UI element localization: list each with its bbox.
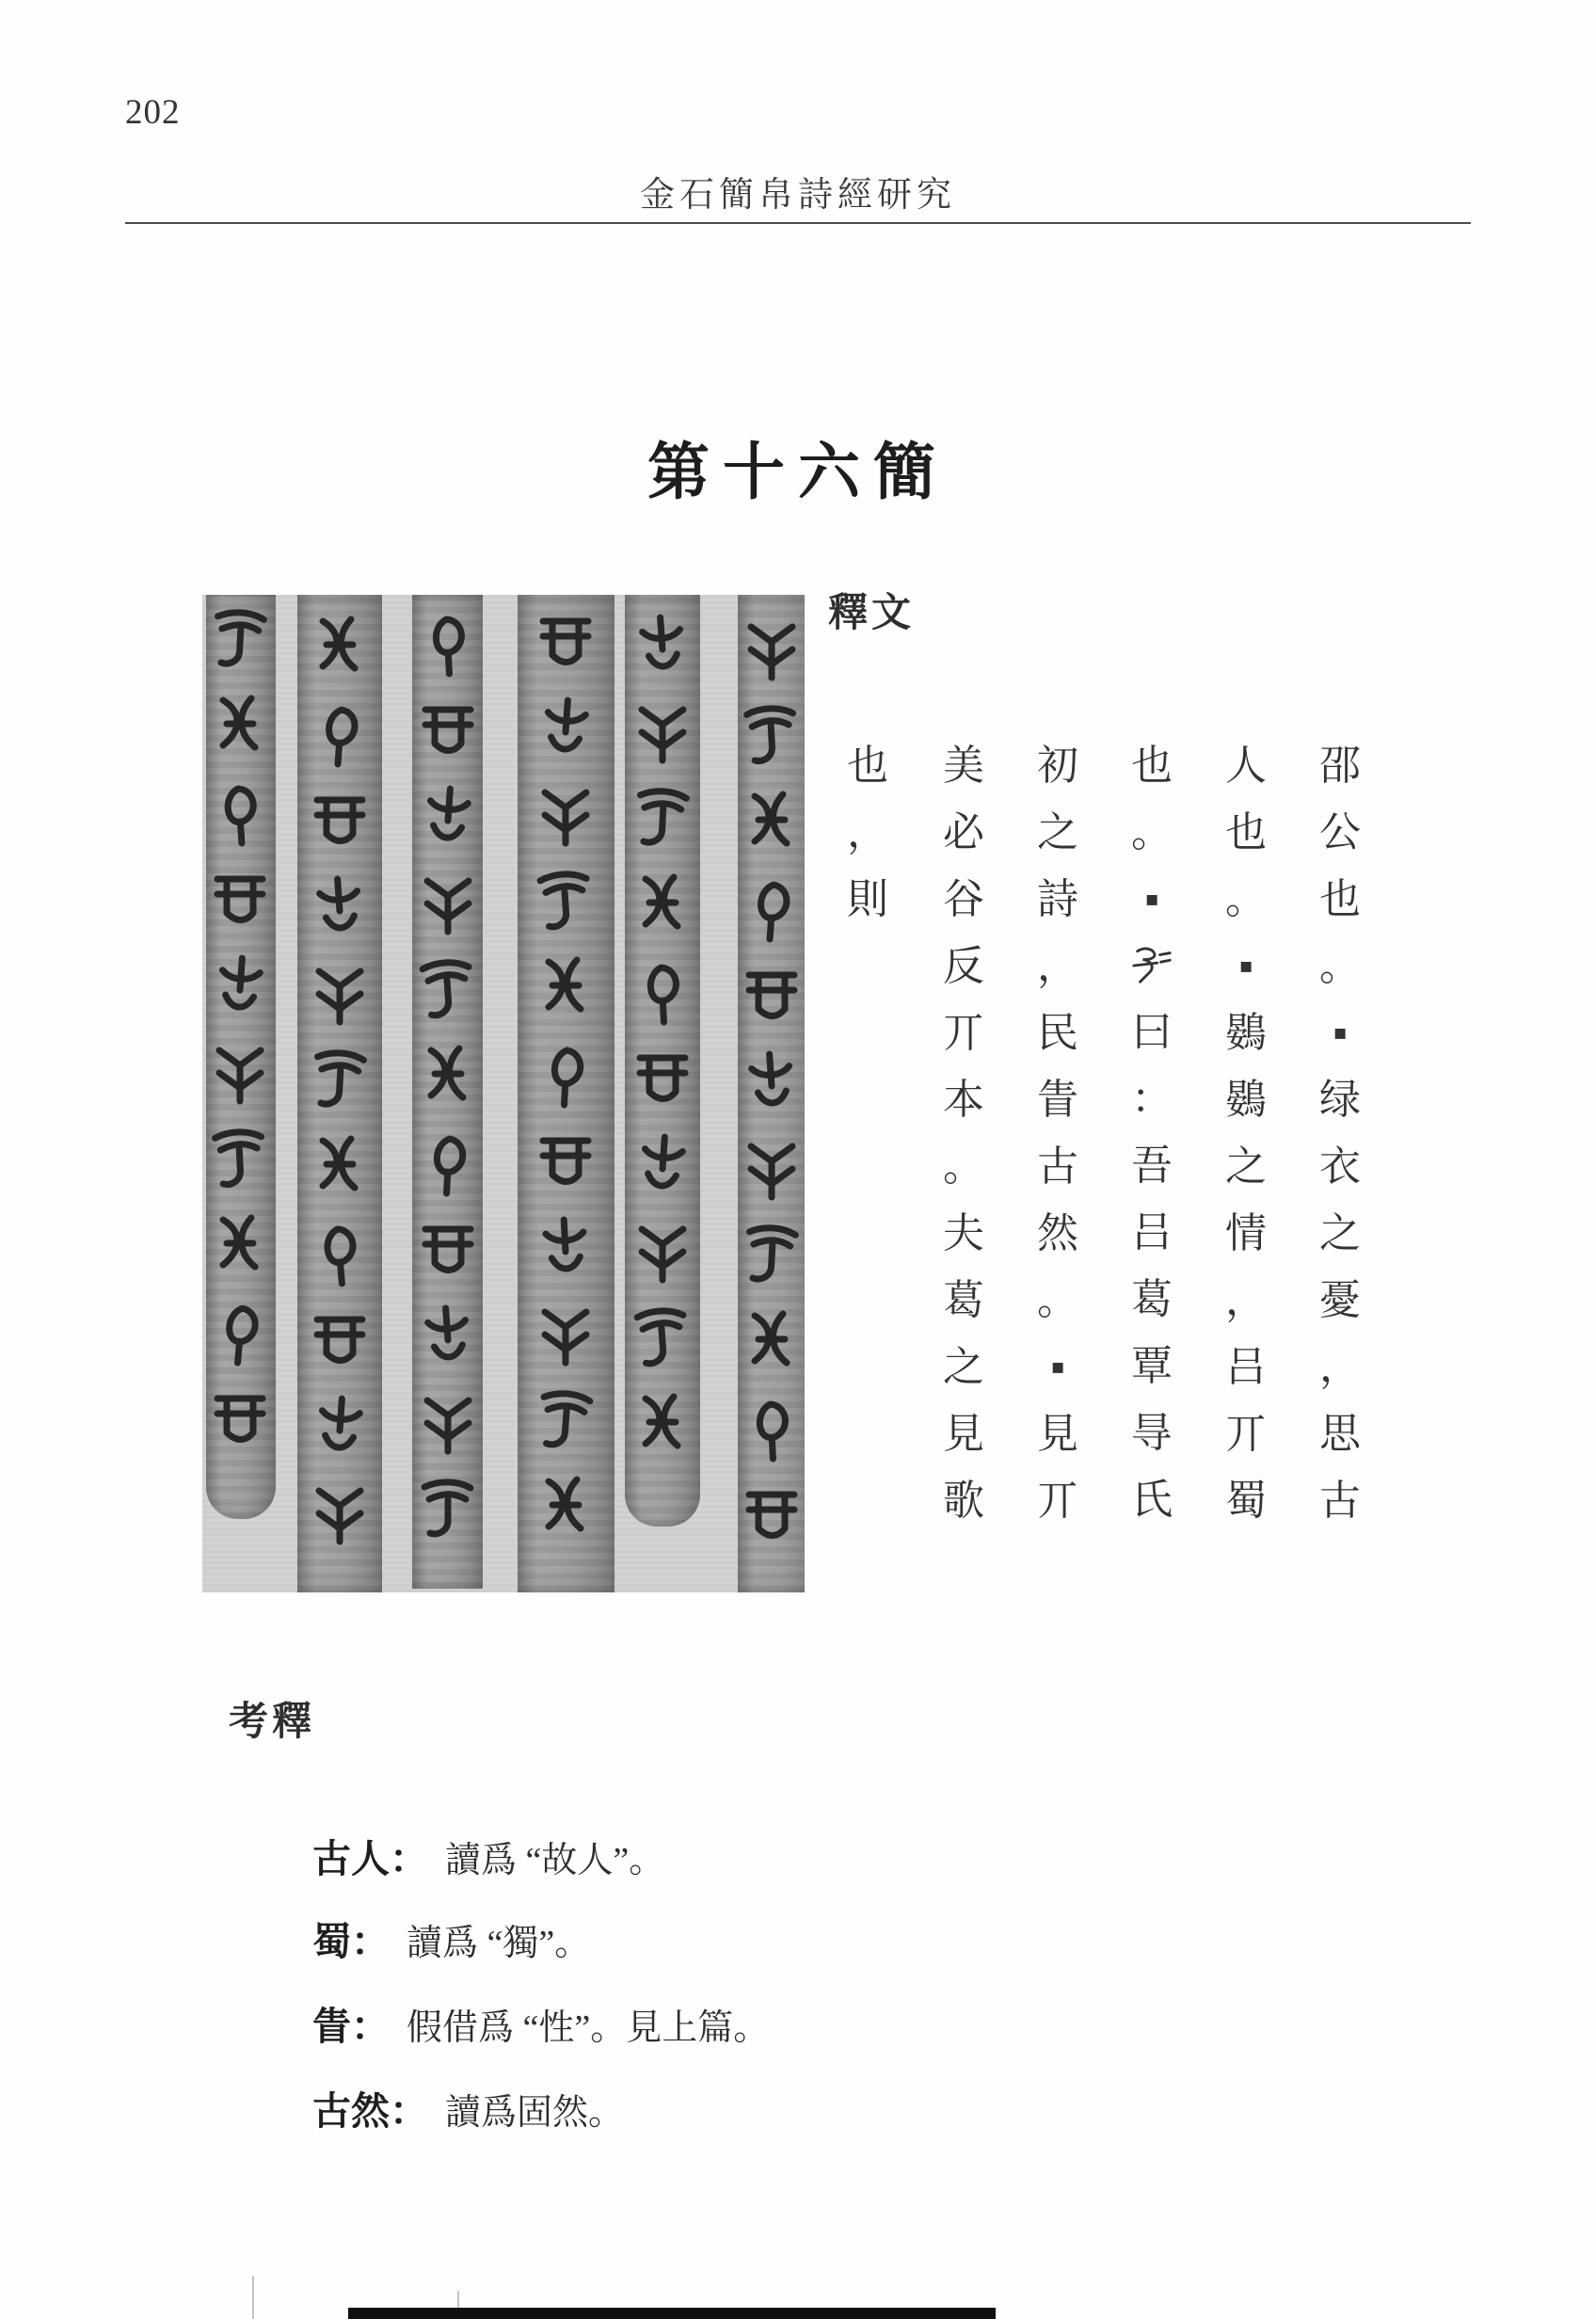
shiwen-label: 釋文 [828,590,916,634]
kongzi-ligature-glyph [1130,944,1173,987]
kaoshi-entry-3 [312,1995,769,2051]
kaoshi-gloss: 讀爲 “故人”。 [445,1841,665,1880]
page-number: 202 [125,93,181,132]
kaoshi-term: 古然： [312,2089,428,2133]
kaoshi-gloss: 讀爲固然。 [445,2093,625,2133]
seal-script-glyphs [202,595,805,1592]
kaoshi-gloss: 假借爲 “性”。見上篇。 [407,2008,770,2048]
kaoshi-term: 蜀： [312,1920,390,1963]
shiwen-column-3-part1: 也。▪ [1131,743,1173,922]
scan-hairline-left [252,2276,254,2319]
kaoshi-entry-2 [312,1911,590,1966]
scan-edge-bar [348,2308,996,2319]
kaoshi-gloss: 讀爲 “獨”。 [407,1924,591,1963]
kaoshi-term: 眚： [312,2005,390,2048]
shiwen-column-3 [1127,732,1176,1533]
shiwen-column-6: 也，則 [847,743,888,922]
shiwen-column-5: 美必谷反丌本。夫葛之見歌 [943,743,984,1524]
bamboo-slips-photo [202,595,805,1592]
running-title: 金石簡帛詩經研究 [640,176,956,215]
section-title: 第十六簡 [647,439,949,507]
header-rule [125,222,1471,224]
kaoshi-label: 考釋 [229,1699,316,1743]
kaoshi-entry-4 [312,2080,624,2135]
shiwen-column-2: 人也。▪鷃鷃之情，吕丌蜀 [1225,743,1267,1524]
shiwen-column-1: 邵公也。▪绿衣之憂，思古 [1319,743,1361,1524]
shiwen-column-4: 初之詩，民眚古然。▪見丌 [1037,743,1078,1524]
shiwen-column-3-part2: 曰：吾吕葛覃㝵氏 [1131,1009,1173,1523]
kaoshi-term: 古人： [312,1837,428,1880]
kaoshi-entry-1 [312,1828,664,1883]
